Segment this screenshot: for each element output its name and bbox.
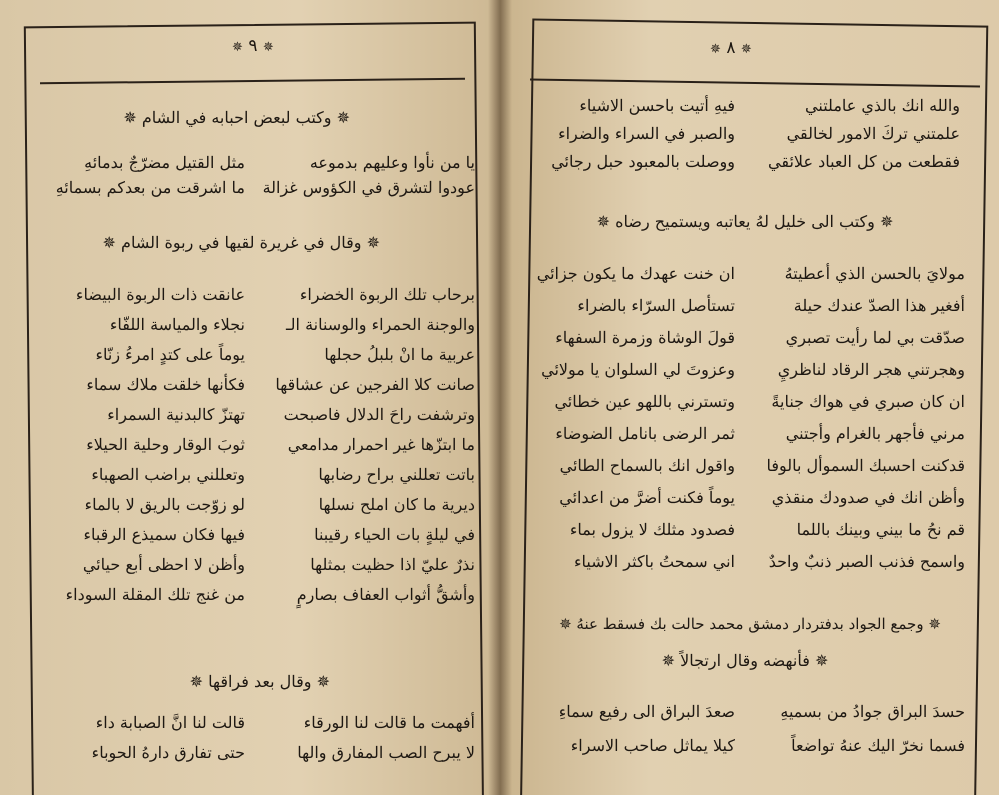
verse-line: حتى تفارق دارهُ الحوباء: [91, 743, 245, 762]
verse-line: وأظن انك في صدودك منقذي: [771, 488, 965, 507]
verse-line: وأظن لا احظى أبع حيائي: [82, 555, 245, 574]
verse-line: وتسترني باللهو عين خطائي: [554, 392, 735, 411]
page-right: [500, 0, 999, 795]
verse-line: يوماً فكنت أضرَّ من اعدائي: [559, 488, 735, 507]
verse-line: عربية ما انْ بلبلُ حجلها: [324, 345, 475, 364]
verse-line: فكأنها خلقت ملاك سماء: [86, 375, 245, 394]
verse-line: اني سمحتُ باكثر الاشياء: [574, 552, 735, 571]
verse-line: نذرٌ عليّ اذا حظيت بمثلها: [310, 555, 475, 574]
verse-line: والوجنة الحمراء والوسنانة الـ: [285, 315, 475, 334]
verse-line: قدكنت احسبك السموأل بالوفا: [766, 456, 965, 475]
hemistich-column-b: [520, 92, 735, 176]
hemistich-column-b: [45, 280, 245, 610]
hemistich-column-a: [265, 708, 475, 768]
verse-line: ما اشرقت من بعدكم بسمائهِ: [55, 178, 245, 197]
verse-line: تستأصل السرّاء بالضراء: [577, 296, 735, 315]
verse-line: فصدود مثلك لا يزول بماء: [569, 520, 735, 539]
verse-line: أفغير هذا الصدّ عندك حيلة: [793, 296, 965, 315]
verse-line: حسدَ البراق جوادُ من بسميهِ: [780, 702, 965, 721]
verse-line: وهجرتني هجر الرقاد لناظريِ: [777, 360, 965, 379]
verse-line: ان خنت عهدك ما يكون جزائي: [536, 264, 735, 283]
verse-line: وتعللني براضب الصهباء: [91, 465, 245, 484]
verse-line: يا من نأوا وعليهم بدموعه: [309, 153, 475, 172]
verse-line: مثل القتيل مضرّجٌ بدمائهِ: [84, 153, 245, 172]
verse-line: يوماً على كتدٍ امرءُ زنّاء: [95, 345, 245, 364]
verse-line: صانت كلا الفرجين عن عشاقها: [275, 375, 475, 394]
verse-line: واسمح فذنب الصبر ذنبٌ واحدٌ: [768, 552, 965, 571]
verse-line: برحاب تلك الربوة الخضراء: [299, 285, 475, 304]
verse-line: صعدَ البراق الى رفيع سماءِ: [558, 702, 735, 721]
verse-line: قولَ الوشاة وزمرة السفهاء: [555, 328, 735, 347]
verse-line: مولايَ بالحسن الذي أعطيتهُ: [784, 264, 965, 283]
verse-line: كيلا يماثل صاحب الاسراء: [570, 736, 735, 755]
verse-line: ديرية ما كان املح نسلها: [318, 495, 475, 514]
hemistich-column-b: [525, 695, 735, 763]
verse-line: واقول انك بالسماح الطائي: [559, 456, 735, 475]
verse-line: عانقت ذات الربوة البيضاء: [75, 285, 245, 304]
page-number-text: ٩: [248, 36, 258, 56]
verse-line: وعزوتَ لي السلوان يا مولائي: [541, 360, 735, 379]
hemistich-column-b: [45, 708, 245, 768]
page-number: [710, 38, 752, 58]
verse-line: فيها فكان سميذع الرقباء: [83, 525, 245, 544]
section-heading: ✵ وقال في غريرة لقيها في ربوة الشام ✵: [102, 233, 380, 252]
page-number-text: ٨: [726, 38, 736, 58]
section-heading: ✵ فأنهضه وقال ارتجالاً ✵: [661, 651, 829, 670]
verse-line: وترشفت راحَ الدلال فاصبحت: [283, 405, 475, 424]
verse-line: قالت لنا انَّ الصبابة داء: [95, 713, 245, 732]
section-heading: ✵ وجمع الجواد بدفتردار دمشق محمد حالت بك فسقط عنهُ ✵: [559, 615, 941, 633]
verse-line: أفهمت ما قالت لنا الورقاء: [303, 713, 475, 732]
verse-line: تهتزّ كالبدنية السمراء: [107, 405, 245, 424]
verse-line: قم نحُ ما بيني وبينك باللما: [796, 520, 965, 539]
verse-line: فقطعت من كل العباد علائقي: [768, 152, 960, 171]
section-heading: ✵ وقال بعد فراقها ✵: [189, 672, 330, 691]
ornament-icon: ✵: [710, 42, 721, 57]
verse-line: صدّقت بي لما رأيت تصبري: [785, 328, 965, 347]
verse-line: عودوا لتشرق في الكؤوس غزالة: [262, 178, 475, 197]
verse-line: ثمر الرضى بانامل الضوضاء: [555, 424, 735, 443]
ornament-icon: ✵: [740, 42, 752, 57]
hemistich-column-a: [740, 258, 965, 578]
verse-line: فسما نخرّ اليك عنهُ تواضعاً: [791, 736, 965, 755]
book-gutter: [488, 0, 512, 795]
section-heading: ✵ وكتب لبعض احبابه في الشام ✵: [123, 108, 350, 127]
verse-line: من غنج تلك المقلة السوداء: [65, 585, 245, 604]
hemistich-column-b: [525, 258, 735, 578]
verse-line: لو زوّجت بالريق لا بالماء: [84, 495, 245, 514]
section-heading: ✵ وكتب الى خليل لهُ يعاتبه ويستميح رضاه ✵: [596, 212, 894, 231]
verse-line: في ليلةٍ بات الحياء رقيبنا: [314, 525, 475, 544]
verse-line: فيهِ أتيت باحسن الاشياء: [579, 96, 735, 115]
verse-line: ان كان صبري في هواك جنايةً: [771, 392, 965, 411]
page-number: [232, 36, 274, 56]
verse-line: علمتني تركَ الامور لخالقي: [786, 124, 960, 143]
hemistich-column-a: [740, 695, 965, 763]
hemistich-column-a: [260, 280, 475, 610]
verse-line: لا يبرح الصب المفارق والها: [297, 743, 475, 762]
verse-line: والله انك بالذي عاملتني: [805, 96, 960, 115]
hemistich-column-b: [40, 150, 245, 200]
verse-line: ما ابتزّها غير احمرار مدامعي: [287, 435, 475, 454]
hemistich-column-a: [740, 92, 960, 176]
verse-line: مرني فأجهر بالغرام وأجتني: [785, 424, 965, 443]
verse-line: باتت تعللني براح رضابها: [318, 465, 475, 484]
ornament-icon: ✵: [262, 40, 274, 55]
verse-line: نجلاء والمياسة اللفّاء: [109, 315, 245, 334]
ornament-icon: ✵: [232, 40, 243, 55]
verse-line: ووصلت بالمعبود حبل رجائي: [551, 152, 735, 171]
hemistich-column-a: [260, 150, 475, 200]
verse-line: ثوبَ الوقار وحلية الحيلاء: [86, 435, 245, 454]
verse-line: وأشقُّ أثواب العفاف بصارمٍ: [296, 585, 475, 604]
verse-line: والصبر في السراء والضراء: [558, 124, 735, 143]
